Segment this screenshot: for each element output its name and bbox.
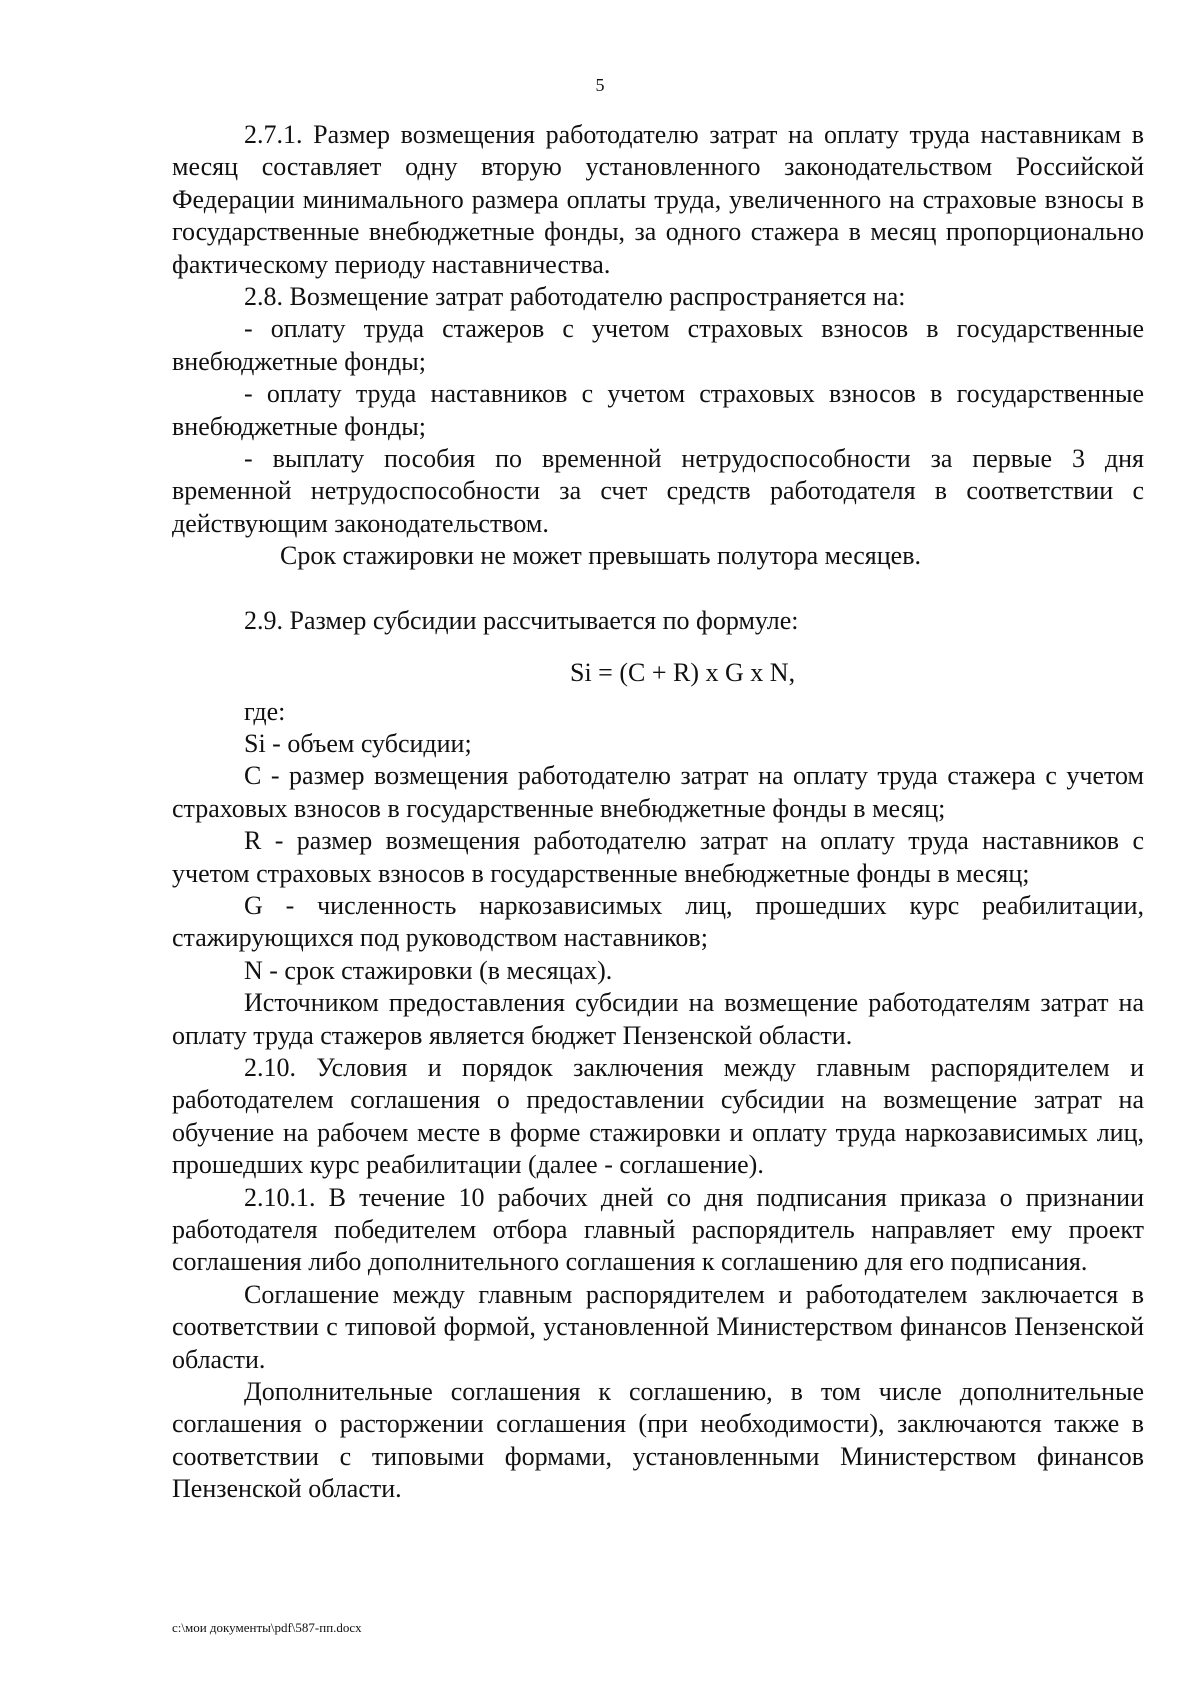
subsidy-formula: Si = (C + R) x G x N,: [570, 658, 796, 688]
paragraph-agreement-form: Соглашение между главным распорядителем и работодателем заключается в соответствии с типовой формой, установленной Министерством финансов Пензенской области.: [172, 1279, 1144, 1374]
paragraph-2-8: 2.8. Возмещение затрат работодателю распространяется на:: [244, 282, 906, 312]
footer-file-path: c:\мои документы\pdf\587-пп.docx: [172, 1620, 362, 1635]
list-item-mentor-pay: - оплату труда наставников с учетом страховых взносов в государственные внебюджетные фонды;: [172, 379, 1144, 441]
formula-def-c: C - размер возмещения работодателю затрат на оплату труда стажера с учетом страховых взносов в государственные внебюджетные фонды в месяц;: [172, 761, 1144, 823]
formula-where: где:: [244, 696, 286, 726]
paragraph-2-7-1: 2.7.1. Размер возмещения работодателю затрат на оплату труда наставникам в месяц составляет одну вторую установленного законодательством Российской Федерации минимального размера оплаты труда, увеличенного на страховые взносы в государственные внебюджетные фонды, за одного стажера в месяц пропорционально фактическому периоду наставничества.: [172, 120, 1144, 279]
paragraph-2-9: 2.9. Размер субсидии рассчитывается по формуле:: [244, 605, 799, 635]
list-item-sick-leave: - выплату пособия по временной нетрудоспособности за первые 3 дня временной нетрудоспособности за счет средств работодателя в соответствии с действующим законодательством.: [172, 444, 1144, 538]
formula-def-si: Si - объем субсидии;: [244, 728, 472, 758]
paragraph-funding-source: Источником предоставления субсидии на возмещение работодателям затрат на оплату труда стажеров является бюджет Пензенской области.: [172, 988, 1144, 1050]
paragraph-2-10-1: 2.10.1. В течение 10 рабочих дней со дня подписания приказа о признании работодателя победителем отбора главный распорядитель направляет ему проект соглашения либо дополнительного соглашения к соглашению для его подписания.: [172, 1182, 1144, 1277]
page-number: 5: [595, 75, 605, 95]
list-item-intern-pay: - оплату труда стажеров с учетом страховых взносов в государственные внебюджетные фонды;: [172, 314, 1144, 376]
paragraph-additional-agreements: Дополнительные соглашения к соглашению, в том числе дополнительные соглашения о расторжении соглашения (при необходимости), заключаются также в соответствии с типовыми формами, установленными Министерством финансов Пензенской области.: [172, 1377, 1144, 1504]
paragraph-2-10: 2.10. Условия и порядок заключения между главным распорядителем и работодателем соглашения о предоставлении субсидии на возмещение затрат на обучение на рабочем месте в форме стажировки и оплату труда наркозависимых лиц, прошедших курс реабилитации (далее - соглашение).: [172, 1052, 1144, 1180]
formula-def-r: R - размер возмещения работодателю затрат на оплату труда наставников с учетом страховых взносов в государственные внебюджетные фонды в месяц;: [172, 826, 1144, 888]
paragraph-internship-term: Срок стажировки не может превышать полутора месяцев.: [280, 541, 921, 571]
document-body: [172, 119, 1144, 1506]
formula-def-n: N - срок стажировки (в месяцах).: [244, 955, 613, 985]
formula-def-g: G - численность наркозависимых лиц, прошедших курс реабилитации, стажирующихся под руководством наставников;: [172, 890, 1144, 953]
